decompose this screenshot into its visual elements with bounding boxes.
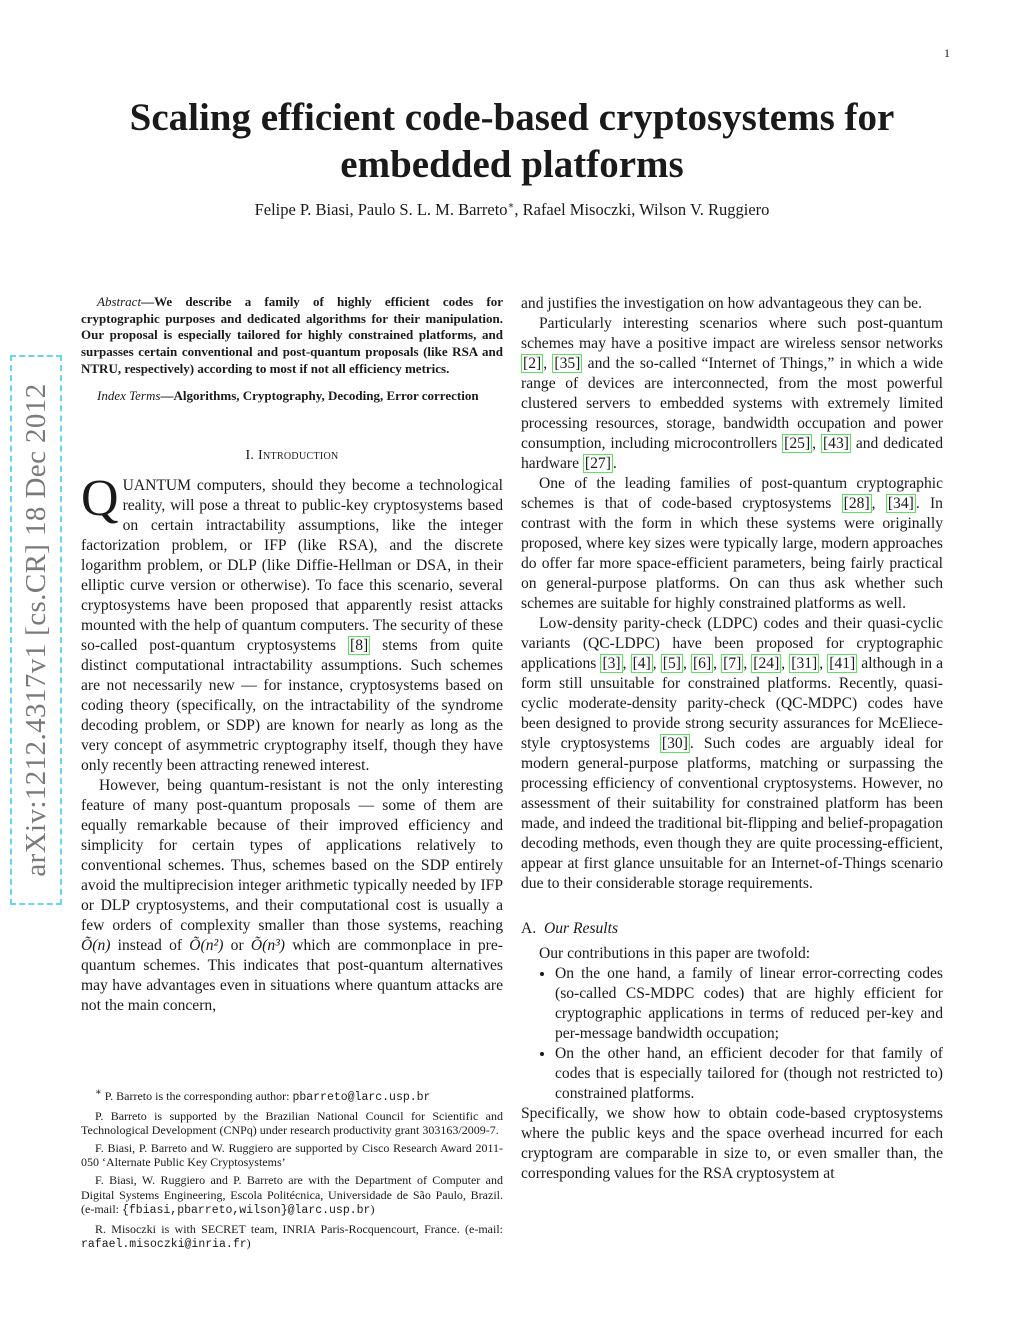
text-run: . In contrast with the form in which these systems were originally proposed, where key sizes were typically large, modern approaches do offer far more space-efficient parameters, being fairly practical on general-purpose platforms. On can thus ask whether such schemes are suitable for highly constrained platforms as well.: [521, 495, 943, 612]
citation-link[interactable]: [2]: [523, 355, 542, 372]
left-column: [81, 294, 503, 1016]
citation-link[interactable]: [35]: [554, 355, 581, 372]
text-run: . Such codes are arguably ideal for modern general-purpose platforms, matching or surpassing the processing efficiency of conventional cryptosystems. However, no assessment of their suitability for constrained platform has been made, and indeed the traditional bit-flipping and belief-propagation decoding methods, even though they are quite processing-efficient, appear at first glance unsuitable for an Internet-of-Things scenario due to their considerable storage requirements.: [521, 735, 943, 892]
footnote-cisco: F. Biasi, P. Barreto and W. Ruggiero are supported by Cisco Research Award 2011-050 ‘Alternate Public Key Cryptosystems’: [81, 1140, 503, 1170]
page-number: 1: [944, 46, 950, 60]
text-run: ,: [871, 495, 886, 512]
text-run: ,: [543, 355, 553, 372]
intro-p2d: which are commonplace in pre-quantum schemes. This indicates that post-quantum alternatives may have advantages even in situations where quantum attacks are not the main concern,: [81, 937, 503, 1015]
citation-link[interactable]: [6]: [692, 655, 712, 672]
complexity-n2: Õ(n²): [189, 937, 224, 955]
results-list: [521, 964, 943, 1104]
footnotes: [81, 1086, 503, 1256]
arxiv-identifier[interactable]: arXiv:1212.4317v1 [cs.CR] 18 Dec 2012: [10, 355, 62, 905]
index-terms-dash: —: [160, 387, 174, 403]
index-terms-text: Algorithms, Cryptography, Decoding, Error correction: [173, 387, 479, 403]
abstract-label: Abstract: [97, 294, 142, 309]
intro-p2b: instead of: [110, 937, 190, 955]
abstract-dash: —: [141, 294, 155, 309]
citation-link[interactable]: [7]: [723, 655, 742, 672]
text-run: Low-density parity-check (LDPC) codes and their quasi-cyclic variants (QC-LDPC) have been proposed for cryptographic applications: [521, 615, 943, 672]
text-run: ,: [812, 435, 821, 452]
complexity-n3: Õ(n³): [250, 937, 285, 955]
citation-link[interactable]: [8]: [350, 637, 369, 655]
citation-link[interactable]: [30]: [661, 735, 688, 752]
footnote-usp: [81, 1173, 503, 1219]
text-run: and the so-called “Internet of Things,” in which a wide range of devices are interconnected, from the most powerful clustered servers to embedded systems with extremely limited processing resources, storage, bandwidth occupation and power consumption, including microcontrollers: [521, 355, 943, 452]
right-paragraph-5: Specifically, we show how to obtain code-based cryptosystems where the public keys and the space overhead incurred for each cryptogram are comparable in size to, or even smaller than, the corresponding values for the RSA cryptosystem at: [521, 1105, 943, 1182]
footnote-text: P. Barreto is the corresponding author:: [101, 1089, 293, 1103]
intro-paragraph-1: [81, 470, 503, 776]
citation-link[interactable]: [4]: [632, 655, 651, 672]
right-paragraph-0: and justifies the investigation on how advantageous they can be.: [521, 295, 923, 312]
complexity-n: Õ(n): [81, 937, 111, 955]
footnote-inria: [81, 1222, 503, 1253]
corresponding-mark: ∗: [507, 200, 515, 212]
list-item: • On the other hand, an efficient decoder for that family of codes that is especially tailored for (though not restricted to) constrained platforms.: [555, 1044, 943, 1104]
citation-link[interactable]: [31]: [791, 655, 818, 672]
intro-caps: UANTUM: [122, 477, 191, 495]
citation-link[interactable]: [3]: [602, 655, 621, 672]
citation-link[interactable]: [43]: [822, 435, 849, 452]
citation-link[interactable]: [5]: [662, 655, 681, 672]
section-title: Introduction: [258, 448, 339, 464]
list-item: • On the one hand, a family of linear error-correcting codes (so-called CS-MDPC codes) that are highly efficient for cryptographic applications in terms of reduced per-key and per-message bandwidth occupation;: [555, 964, 943, 1044]
right-paragraph-4: Our contributions in this paper are twofold:: [539, 945, 811, 962]
text-run: .: [612, 455, 617, 472]
email-link[interactable]: rafael.misoczki@inria.fr: [81, 1238, 247, 1252]
citation-link[interactable]: [28]: [843, 495, 870, 512]
footnote-mark: ∗: [95, 1087, 102, 1098]
index-terms-label: Index Terms: [97, 387, 161, 403]
intro-p2a: However, being quantum-resistant is not the only interesting feature of many post-quantum proposals — some of them are equally remarkable because of their improved efficiency and simplicity for certain types of applications relatively to conventional schemes. Thus, schemes based on the SDP entirely avoid the multiprecision integer arithmetic typically needed by IFP or DLP cryptosystems, and their computational cost is usually a few orders of complexity smaller than those systems, reaching: [81, 777, 503, 935]
abstract: [81, 294, 503, 378]
drop-cap: Q: [81, 470, 119, 528]
footnote-text: ): [246, 1236, 251, 1251]
footnote-text: F. Biasi, W. Ruggiero and P. Barreto are with the Department of Computer and Digital Systems Engineering, Escola Politécnica, Universidade de São Paulo, Brazil. (e-mail:: [81, 1172, 503, 1217]
section-heading-introduction: [81, 448, 503, 464]
intro-p1b-text: stems from quite distinct computational intractability assumptions. Such schemes are not necessarily new — for instance, cryptosystems based on coding theory (specifically, on the intractability of the syndrome decoding problem, or SDP) are known for nearly as long as the very concept of asymmetric cryptography itself, though they have only recently been attracting renewed interest.: [81, 637, 503, 775]
email-link[interactable]: pbarreto@larc.usp.br: [292, 1091, 431, 1104]
subsection-title: Our Results: [543, 920, 619, 937]
intro-p2c: or: [223, 937, 251, 955]
text-run: although in a form still unsuitable for constrained platforms. Recently, quasi-cyclic moderate-density parity-check (QC-MDPC) codes have been designed to provide strong security assurances for McEliece-style cryptosystems: [521, 655, 944, 752]
right-paragraph-1: [521, 314, 943, 474]
text-run: One of the leading families of post-quantum cryptographic schemes is that of code-based cryptosystems: [521, 475, 943, 512]
citation-link[interactable]: [27]: [584, 455, 611, 472]
section-number: I.: [245, 448, 255, 464]
index-terms: [81, 388, 503, 405]
paper-title: Scaling efficient code-based cryptosystems for embedded platforms: [129, 96, 895, 186]
footnote-text: ): [370, 1202, 375, 1217]
right-paragraph-2: [521, 474, 943, 614]
footnote-text: R. Misoczki is with SECRET team, INRIA Paris-Rocquencourt, France. (e-mail:: [95, 1221, 503, 1236]
footnote-cnpq: P. Barreto is supported by the Brazilian National Council for Scientific and Technological Development (CNPq) under research productivity grant 303163/2009-7.: [81, 1108, 503, 1138]
citation-link[interactable]: [24]: [753, 655, 780, 672]
email-link[interactable]: {fbiasi,pbarreto,wilson}@larc.usp.br: [121, 1204, 371, 1218]
author-list: [80, 200, 944, 220]
authors-part2: , Rafael Misoczki, Wilson V. Ruggiero: [514, 200, 770, 219]
subsection-number: A.: [521, 920, 537, 937]
authors-part1: Felipe P. Biasi, Paulo S. L. M. Barreto: [254, 200, 508, 219]
citation-link[interactable]: [25]: [784, 435, 811, 452]
citation-link[interactable]: [34]: [887, 495, 914, 512]
right-column: [521, 294, 943, 1184]
citation-link[interactable]: [41]: [829, 655, 856, 672]
intro-paragraph-2: [81, 776, 503, 1016]
footnote-corresponding: [81, 1086, 503, 1106]
intro-p1-text: computers, should they become a technological reality, will pose a threat to public-key cryptosystems based on certain intractability assumptions, like the integer factorization problem, or IFP (like RSA), and the discrete logarithm problem, or DLP (like Diffie-Hellman or DSA, in their elliptic curve version or otherwise). To face this scenario, several cryptosystems have been proposed that apparently resist attacks mounted with the help of quantum computers. The security of these so-called post-quantum cryptosystems: [81, 477, 503, 655]
text-run: and dedicated hardware: [521, 435, 944, 472]
right-paragraph-3: Low-density parity-check (LDPC) codes and their quasi-cyclic variants (QC-LDPC) have been proposed for cryptographic applications [3] , [4] , [5] , [6] , [7] , [24] , [31] , [41] although in a form still unsuitable for constrained platforms. Recently, quasi-cyclic moderate-density parity-check (QC-MDPC) codes have been designed to provide strong security assurances for McEliece-style cryptosystems [30] . Such codes are arguably ideal for modern general-purpose platforms, matching or surpassing the processing efficiency of conventional cryptosystems. However, no assessment of their suitability for constrained platform has been made, and indeed the traditional bit-flipping and belief-propagation decoding methods, even though they are quite processing-efficient, appear at first glance unsuitable for an Internet-of-Things scenario due to their considerable storage requirements.: [521, 615, 944, 892]
text-run: Particularly interesting scenarios where such post-quantum schemes may have a positive impact are wireless sensor networks: [521, 315, 943, 352]
abstract-text: We describe a family of highly efficient codes for cryptographic purposes and dedicated algorithms for their manipulation. Our proposal is especially tailored for highly constrained platforms, and surpasses certain conventional and post-quantum proposals (like RSA and NTRU, respectively) according to most if not all efficiency metrics.: [81, 294, 503, 376]
subsection-heading: [521, 920, 943, 938]
